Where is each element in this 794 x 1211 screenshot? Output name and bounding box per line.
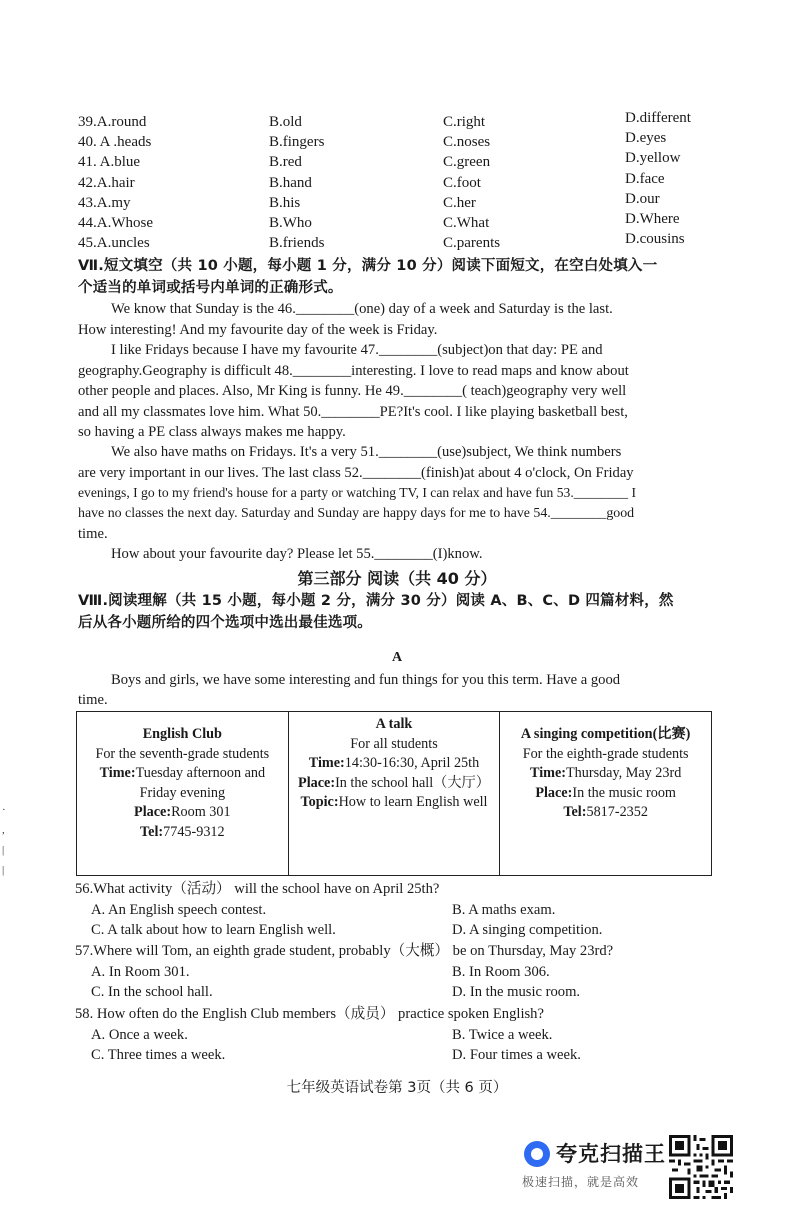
option-d: D.different: [625, 110, 691, 126]
option-d: D.our: [625, 190, 660, 207]
option-row: [78, 210, 718, 233]
option-a: 41. A.blue: [78, 154, 141, 171]
cell-label: Tel:: [563, 804, 587, 821]
cell-label: Topic:: [300, 794, 339, 811]
cloze-paragraph-3: [78, 442, 718, 545]
section-8-heading: [78, 590, 728, 634]
cell-audience: For the seventh-grade students: [95, 745, 270, 762]
cell-tel: 7745-9312: [163, 823, 225, 840]
scanner-app-name: 夸克扫描王: [556, 1142, 666, 1166]
question-58: [75, 1004, 725, 1066]
answer-option: C. A talk about how to learn English well.: [91, 922, 336, 939]
option-row: [78, 233, 718, 253]
option-a: 44.A.Whose: [78, 214, 153, 231]
english-club-cell: [77, 712, 289, 876]
cell-label: Place:: [298, 774, 336, 791]
option-a: 40. A .heads: [78, 134, 152, 151]
intro-line: time.: [78, 692, 108, 708]
option-d: D.cousins: [625, 231, 685, 248]
option-d: D.Where: [625, 210, 680, 227]
option-b: B.red: [269, 154, 302, 171]
cell-place: In the music room: [572, 784, 676, 801]
cell-title: English Club: [142, 726, 222, 742]
option-a: 39.A.round: [78, 114, 147, 130]
part-3-title: 第三部分 阅读（共 40 分）: [297, 569, 497, 588]
cell-label: Place:: [535, 784, 573, 801]
cell-label: Place:: [134, 804, 172, 821]
option-c: C.her: [443, 194, 476, 211]
passage-letter: A: [391, 650, 403, 665]
cell-title: A singing competition(比赛): [520, 726, 691, 742]
cell-place: In the school hall（大厅）: [335, 774, 490, 791]
question-stem: 58. How often do the English Club members（成员） practice spoken English?: [75, 1006, 544, 1022]
answer-option: A. In Room 301.: [91, 963, 190, 980]
scanner-tagline: 极速扫描，就是高效: [522, 1175, 640, 1189]
option-c: C.noses: [443, 134, 491, 151]
passage-line: How about your favourite day? Please let 55.________(I)know.: [111, 546, 483, 562]
answer-option: B. A maths exam.: [452, 901, 556, 918]
question-stem: 57.Where will Tom, an eighth grade student, probably（大概） be on Thursday, May 23rd?: [75, 943, 614, 959]
singing-competition-cell: [500, 712, 712, 876]
cell-time: 14:30-16:30, April 25th: [344, 755, 480, 772]
passage-line: so having a PE class always makes me happy.: [78, 424, 346, 441]
cell-audience: For all students: [350, 735, 438, 752]
question-56: [75, 879, 725, 941]
cloze-paragraph-4: [78, 544, 718, 565]
option-b: B.friends: [269, 235, 325, 252]
option-b: B.his: [269, 194, 301, 211]
qr-code-icon: [669, 1135, 733, 1199]
activities-table: [76, 711, 712, 876]
option-d: D.yellow: [625, 150, 681, 167]
cell-label: Tel:: [140, 823, 164, 840]
cell-title: A talk: [375, 716, 413, 732]
section-8-heading-line: Ⅷ.阅读理解（共 15 小题，每小题 2 分，满分 30 分）阅读 A、B、C、D 四篇材料，然: [78, 593, 674, 609]
option-d: D.face: [625, 170, 665, 187]
option-b: B.old: [269, 114, 302, 130]
section-8-heading-line: 后从各小题所给的四个选项中选出最佳选项。: [78, 615, 372, 631]
option-b: B.hand: [269, 174, 312, 191]
cloze-paragraph-2: [78, 340, 718, 443]
cell-place: Room 301: [171, 804, 231, 821]
cell-label: Time:: [99, 765, 136, 782]
passage-line: are very important in our lives. The last class 52.________(finish)at about 4 o'clock, On Friday: [78, 464, 634, 481]
passage-line: How interesting! And my favourite day of the week is Friday.: [78, 321, 438, 338]
passage-line: other people and places. Also, Mr King is funny. He 49.________( teach)geography very well: [78, 383, 627, 400]
section-7-heading-line: 个适当的单词或括号内单词的正确形式。: [78, 280, 343, 296]
option-b: B.fingers: [269, 134, 325, 151]
option-row: [78, 190, 718, 213]
passage-line: We also have maths on Fridays. It's a very 51.________(use)subject, We think numbers: [111, 444, 622, 460]
passage-line: time.: [78, 526, 108, 543]
option-row: [78, 170, 718, 193]
cell-audience: For the eighth-grade students: [522, 745, 689, 762]
passage-intro: [78, 670, 714, 710]
scan-margin-marks: · , | |: [2, 804, 6, 876]
passage-line: evenings, I go to my friend's house for a party or watching TV, I can relax and have fun 53.________ I: [78, 485, 637, 501]
passage-line: I like Fridays because I have my favourite 47.________(subject)on that day: PE and: [111, 342, 603, 358]
cell-time: Thursday, May 23rd: [565, 765, 682, 782]
page-footer: 七年级英语试卷第 3页（共 6 页）: [286, 1080, 508, 1096]
cell-tel: 5817-2352: [586, 804, 648, 821]
option-a: 42.A.hair: [78, 174, 135, 191]
passage-line: and all my classmates love him. What 50.________PE?It's cool. I like playing basketball best,: [78, 403, 628, 420]
intro-line: Boys and girls, we have some interesting and fun things for you this term. Have a good: [111, 672, 621, 688]
cell-time: Tuesday afternoon and Friday evening: [135, 765, 266, 801]
question-57: [75, 941, 725, 1003]
choice-options-39-45: [78, 112, 718, 253]
option-c: C.What: [443, 214, 490, 231]
option-a: 45.A.uncles: [78, 235, 150, 252]
section-7-heading-line: Ⅶ.短文填空（共 10 小题，每小题 1 分，满分 10 分）阅读下面短文，在空白处填入一: [78, 258, 658, 274]
option-row: [78, 152, 718, 172]
answer-option: B. In Room 306.: [452, 963, 550, 980]
option-d: D.eyes: [625, 130, 667, 147]
answer-option: C. Three times a week.: [91, 1047, 226, 1064]
answer-option: A. Once a week.: [91, 1026, 188, 1043]
passage-line: have no classes the next day. Saturday and Sunday are happy days for me to have 54.________good: [78, 505, 635, 521]
option-a: 43.A.my: [78, 194, 131, 211]
option-row: [78, 112, 718, 132]
option-c: C.green: [443, 154, 491, 171]
option-b: B.Who: [269, 214, 312, 231]
question-stem: 56.What activity（活动） will the school have on April 25th?: [75, 881, 440, 897]
scanner-logo-icon: [524, 1141, 550, 1167]
option-c: C.parents: [443, 235, 501, 252]
answer-option: D. Four times a week.: [452, 1047, 581, 1064]
passage-line: We know that Sunday is the 46.________(one) day of a week and Saturday is the last.: [111, 301, 613, 317]
option-row: [78, 132, 718, 152]
answer-option: D. In the music room.: [452, 984, 581, 1001]
option-c: C.foot: [443, 174, 481, 191]
passage-line: geography.Geography is difficult 48.________interesting. I love to read maps and know about: [78, 362, 629, 379]
cell-topic: How to learn English well: [338, 794, 488, 811]
cell-label: Time:: [308, 755, 345, 772]
talk-cell: [288, 712, 500, 876]
answer-option: C. In the school hall.: [91, 984, 213, 1001]
cloze-paragraph-1: [78, 299, 718, 340]
scanner-watermark: [520, 1137, 670, 1197]
option-c: C.right: [443, 114, 486, 130]
cell-label: Time:: [529, 765, 566, 782]
answer-option: B. Twice a week.: [452, 1026, 553, 1043]
answer-option: D. A singing competition.: [452, 922, 603, 939]
section-7-heading: [78, 255, 728, 299]
answer-option: A. An English speech contest.: [91, 901, 267, 918]
